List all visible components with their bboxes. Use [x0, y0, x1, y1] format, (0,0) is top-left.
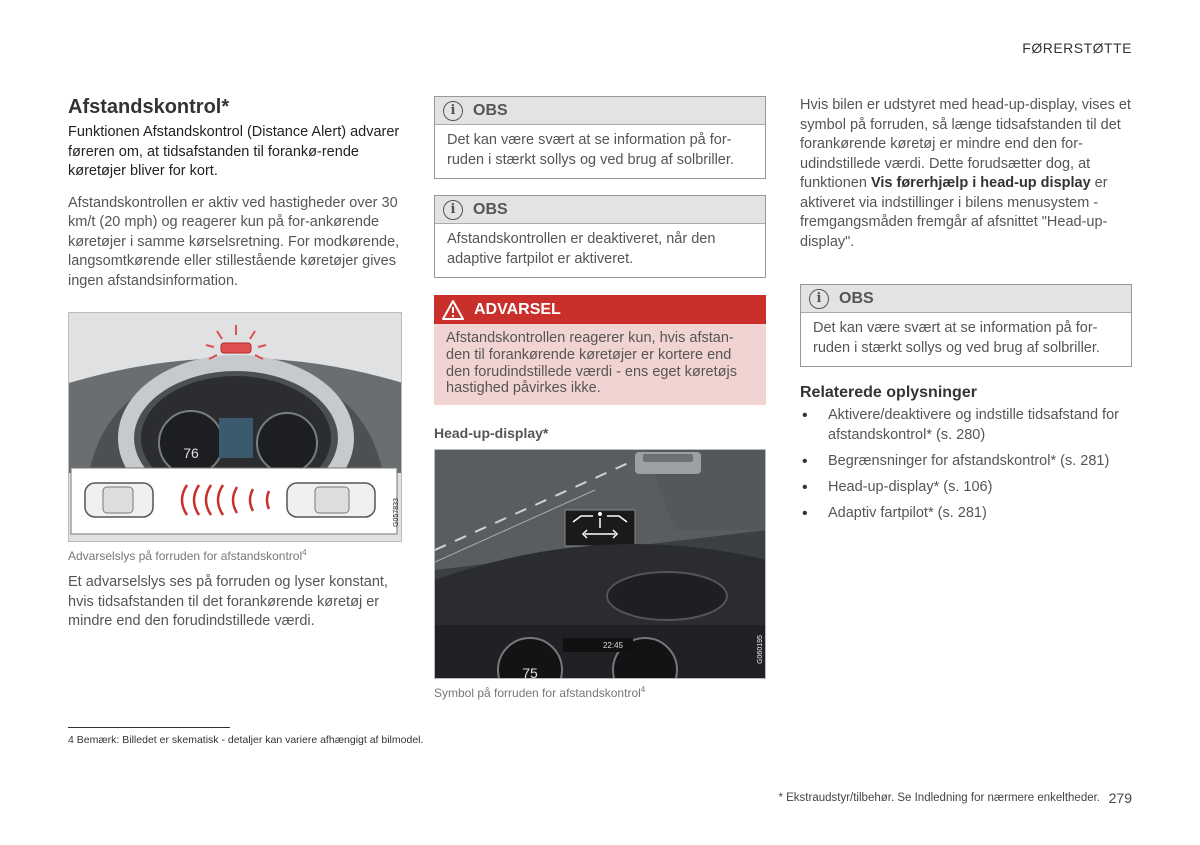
hud-illustration	[435, 450, 766, 679]
speed-readout: 75	[522, 665, 538, 680]
caption-text: Symbol på forruden for afstandskontrol	[434, 686, 641, 701]
car-ahead-icon	[635, 452, 701, 474]
figure-code: G057833	[393, 498, 401, 527]
car-ahead-icon	[287, 483, 375, 517]
note-title: OBS	[473, 200, 508, 218]
note-text: Det kan være svært at se information på for-ruden i stærkt sollys og ved brug af solbriller.	[813, 320, 1100, 356]
intro-text: Funktionen Afstandskontrol (Distance Alert) advarer føreren om, at tidsafstanden til forankø-rende køretøjer bliver for kort.	[68, 124, 400, 179]
dashboard-illustration	[69, 313, 402, 542]
subsection-heading: Head-up-display*	[434, 425, 549, 442]
figure-code: G060195	[757, 635, 765, 665]
info-icon: i	[443, 101, 463, 121]
dashboard-warning-figure	[68, 312, 402, 542]
note-text: Afstandskontrollen er deaktiveret, når den adaptive fartpilot er aktiveret.	[447, 231, 716, 267]
caption-footnote-ref: 4	[640, 685, 646, 695]
info-icon: i	[443, 200, 463, 220]
info-icon: i	[809, 289, 829, 309]
warning-box	[434, 295, 766, 405]
related-list	[800, 406, 1132, 523]
footer-note	[778, 792, 1100, 804]
footer-note-text: * Ekstraudstyr/tilbehør. Se Indledning for nærmere enkeltheder.	[778, 792, 1100, 804]
hud-figure	[434, 449, 766, 679]
page-number: 279	[1108, 790, 1132, 806]
note-title: OBS	[473, 101, 508, 119]
note-box	[800, 284, 1132, 367]
paragraph-text: er aktiveret via indstillinger i bilens menusystem - fremgangsmåden fremgår af afsnittet "Head-up-display".	[800, 175, 1108, 250]
clock-readout: 22:45	[602, 641, 623, 651]
note-text: Det kan være svært at se information på for-ruden i stærkt sollys og ved brug af solbriller.	[447, 132, 734, 168]
note-header	[435, 97, 765, 125]
warning-triangle-icon	[442, 300, 464, 320]
footnote: 4 Bemærk: Billedet er skematisk - detaljer kan variere afhængigt af bilmodel.	[68, 734, 424, 746]
figure-caption	[68, 548, 402, 563]
column-middle	[434, 96, 766, 700]
footnote-divider	[68, 727, 230, 728]
note-title: OBS	[839, 289, 874, 307]
body-paragraph: Afstandskontrollen er aktiv ved hastigheder over 30 km/t (20 mph) og reagerer kun på for-ankørende køretøjer i samme kørselsretning. For modkørende, langsomtkørende eller stillestående køretøjer gives ingen afstandsinformation.	[68, 194, 400, 289]
column-right	[800, 96, 1132, 530]
page-title: Afstandskontrol*	[68, 96, 230, 118]
related-link-item[interactable]: • Aktivere/deaktivere og indstille tidsafstand for afstandskontrol* (s. 280)	[800, 406, 1132, 445]
caption-text: Advarselslys på forruden for afstandskontrol	[68, 549, 303, 563]
own-car-icon	[85, 483, 153, 517]
warning-title: ADVARSEL	[474, 300, 561, 318]
section-header: FØRERSTØTTE	[1022, 40, 1132, 56]
body-paragraph: Et advarselslys ses på forruden og lyser konstant, hvis tidsafstanden til det forankørende køretøj er mindre end den forudindstillede værdi.	[68, 574, 388, 629]
caption-footnote-ref: 4	[302, 548, 307, 557]
related-link-item[interactable]: • Head-up-display* (s. 106)	[800, 478, 1132, 498]
related-heading: Relaterede oplysninger	[800, 384, 977, 401]
note-header	[801, 285, 1131, 313]
note-box	[434, 195, 766, 278]
paragraph-text: Hvis bilen er udstyret med head-up-display, vises et symbol på forruden, så længe tidsafstanden til det forankørende køretøj er mindre end den for-udindstillede værdi. Dette forudsætter dog, at funktionen	[800, 97, 1131, 191]
warning-text: Afstandskontrollen reagerer kun, hvis afstan-den til forankørende køretøjer er kortere end den forudindstillede værdi - ens eget køretøjs hastighed påvirkes ikke.	[446, 330, 737, 397]
column-left	[68, 96, 402, 632]
note-box	[434, 96, 766, 179]
related-link-item[interactable]: • Begrænsninger for afstandskontrol* (s. 281)	[800, 452, 1132, 472]
note-header	[435, 196, 765, 224]
related-link-item[interactable]: • Adaptiv fartpilot* (s. 281)	[800, 504, 1132, 524]
figure-caption	[434, 685, 766, 700]
warning-header	[434, 295, 766, 324]
speed-readout: 76	[183, 445, 199, 461]
menu-setting-name: Vis førerhjælp i head-up display	[870, 175, 1091, 191]
body-paragraph	[800, 96, 1132, 252]
